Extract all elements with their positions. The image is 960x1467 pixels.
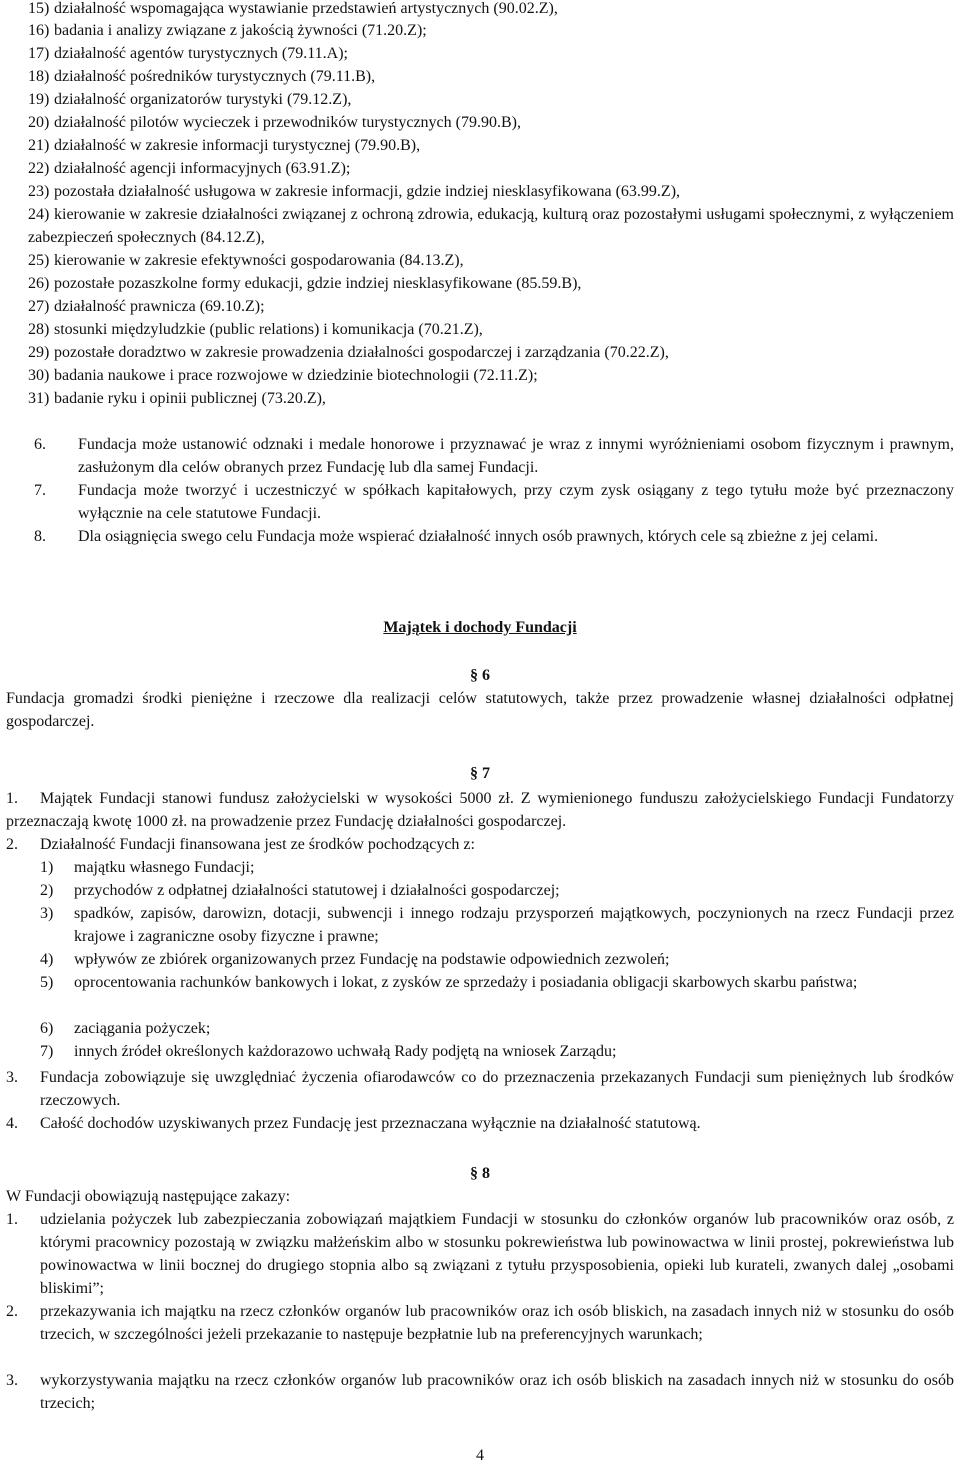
activity-item: 16) badania i analizy związane z jakością żywności (71.20.Z);: [28, 22, 427, 39]
activity-item: 19) działalność organizatorów turystyki (79.12.Z),: [28, 91, 352, 108]
activity-item: 21) działalność w zakresie informacji turystycznej (79.90.B),: [28, 137, 421, 154]
activity-item: 31) badanie ryku i opinii publicznej (73.20.Z),: [28, 390, 326, 407]
numbered-point: 2. Działalność Fundacji finansowana jest ze środków pochodzących z:: [6, 836, 475, 853]
source-item: 2) przychodów z odpłatnej działalności statutowej i działalności gospodarczej;: [40, 882, 560, 899]
activity-item: 27) działalność prawnicza (69.10.Z);: [28, 298, 265, 315]
activity-item: 29) pozostałe doradztwo w zakresie prowadzenia działalności gospodarczej i zarządzania (70.22.Z),: [28, 344, 669, 361]
source-item: 5) oprocentowania rachunków bankowych i lokat, z zysków ze sprzedaży i posiadania obligacji skarbowych skarbu państwa;: [40, 974, 858, 991]
numbered-point: 3. wykorzystywania majątku na rzecz członków organów lub pracowników oraz ich osób bliskich na zasadach innych niż w stosunku do osób trzecich;: [6, 1372, 954, 1412]
activity-item: 25) kierowanie w zakresie efektywności gospodarowania (84.13.Z),: [28, 252, 464, 269]
activity-item: 20) działalność pilotów wycieczek i przewodników turystycznych (79.90.B),: [28, 114, 521, 131]
paragraph-mark: § 7: [470, 765, 490, 782]
activity-item: 15) działalność wspomagająca wystawianie przedstawień artystycznych (90.02.Z),: [28, 0, 558, 17]
numbered-point: 1. Majątek Fundacji stanowi fundusz założycielski w wysokości 5000 zł. Z wymienionego funduszu założycielskiego Fundacji Fundatorzy przeznaczają kwotę 1000 zł. na prowadzenie przez Fundację działalności gospodarczej.: [6, 790, 954, 830]
numbered-point: 7. Fundacja może tworzyć i uczestniczyć w spółkach kapitałowych, przy czym zysk osiągany z tego tytułu może być przeznaczony wyłącznie na cele statutowe Fundacji.: [34, 482, 954, 522]
activity-item: 26) pozostałe pozaszkolne formy edukacji, gdzie indziej niesklasyfikowane (85.59.B),: [28, 275, 582, 292]
source-item: 7) innych źródeł określonych każdorazowo uchwałą Rady podjętą na wniosek Zarządu;: [40, 1043, 617, 1060]
paragraph-mark: § 8: [470, 1165, 490, 1182]
activity-item: 22) działalność agencji informacyjnych (63.91.Z);: [28, 160, 351, 177]
activity-item: 24) kierowanie w zakresie działalności związanej z ochroną zdrowia, edukacją, kulturą oraz pozostałymi usługami społecznymi, z wyłączeniem zabezpieczeń społecznych (84.12.Z),: [28, 206, 954, 246]
paragraph-intro: W Fundacji obowiązują następujące zakazy:: [6, 1188, 291, 1205]
source-item: 1) majątku własnego Fundacji;: [40, 859, 255, 876]
activity-item: 23) pozostała działalność usługowa w zakresie informacji, gdzie indziej niesklasyfikowana (63.99.Z),: [28, 183, 681, 200]
source-item: 6) zaciągania pożyczek;: [40, 1020, 211, 1037]
paragraph-text: Fundacja gromadzi środki pieniężne i rzeczowe dla realizacji celów statutowych, także przez prowadzenie własnej działalności odpłatnej gospodarczej.: [6, 690, 954, 730]
page-number: 4: [476, 1447, 484, 1464]
document-page: [6, 0, 954, 1465]
source-item: 4) wpływów ze zbiórek organizowanych przez Fundację na podstawie odpowiednich zezwoleń;: [40, 951, 670, 968]
numbered-point: 6. Fundacja może ustanowić odznaki i medale honorowe i przyznawać je wraz z innymi wyróżnieniami osobom fizycznym i prawnym, zasłużonym dla celów obranych przez Fundację lub dla samej Fundacji.: [34, 436, 954, 476]
activity-item: 30) badania naukowe i prace rozwojowe w dziedzinie biotechnologii (72.11.Z);: [28, 367, 538, 384]
numbered-point: 2. przekazywania ich majątku na rzecz członków organów lub pracowników oraz ich osób bliskich, na zasadach innych niż w stosunku do osób trzecich, w szczególności jeżeli przekazanie to następuje bezpłatnie lub na preferencyjnych warunkach;: [6, 1303, 954, 1343]
activity-item: 28) stosunki międzyludzkie (public relations) i komunikacja (70.21.Z),: [28, 321, 483, 338]
section-heading: Majątek i dochody Fundacji: [383, 619, 577, 636]
activity-item: 17) działalność agentów turystycznych (79.11.A);: [28, 45, 348, 62]
numbered-point: 3. Fundacja zobowiązuje się uwzględniać życzenia ofiarodawców co do przeznaczenia przekazanych Fundacji sum pieniężnych lub środków rzeczowych.: [6, 1069, 954, 1109]
numbered-point: 8. Dla osiągnięcia swego celu Fundacja może wspierać działalność innych osób prawnych, których cele są zbieżne z jej celami.: [34, 528, 879, 545]
numbered-point: 4. Całość dochodów uzyskiwanych przez Fundację jest przeznaczana wyłącznie na działalność statutową.: [6, 1115, 701, 1132]
source-item: 3) spadków, zapisów, darowizn, dotacji, subwencji i innego rodzaju przysporzeń majątkowych, poczynionych na rzecz Fundacji przez krajowe i zagraniczne osoby fizyczne i prawne;: [40, 905, 954, 945]
numbered-point: 1. udzielania pożyczek lub zabezpieczania zobowiązań majątkiem Fundacji w stosunku do członków organów lub pracowników oraz osób, z którymi pracownicy pozostają w związku małżeńskim albo w stosunku pokrewieństwa lub powinowactwa w linii prostej, pokrewieństwa lub powinowactwa w linii bocznej do drugiego stopnia albo są związani z tytułu przysposobienia, opieki lub kurateli, zwanych dalej „osobami bliskimi”;: [6, 1211, 954, 1297]
activity-item: 18) działalność pośredników turystycznych (79.11.B),: [28, 68, 376, 85]
paragraph-mark: § 6: [470, 667, 490, 684]
